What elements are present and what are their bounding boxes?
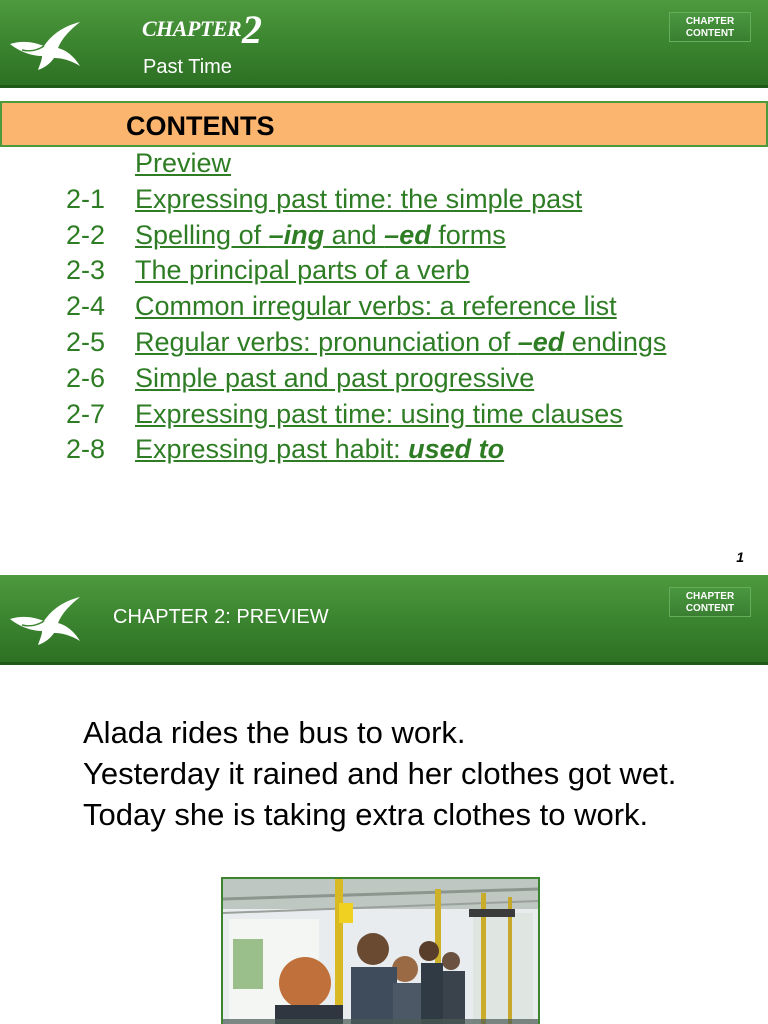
toc-link-text: forms	[430, 219, 506, 250]
toc-link-text: –ed	[517, 327, 565, 357]
toc-item	[0, 434, 768, 468]
toc-item-number: 2-6	[66, 362, 106, 393]
slide-preview	[0, 575, 768, 1024]
toc-link-text: Preview	[135, 148, 232, 178]
toc-link-text: –ed	[384, 219, 431, 250]
toc-item-number: 2-7	[66, 398, 106, 429]
preview-header	[0, 575, 768, 665]
chapter-content-label-2: CONTENT	[685, 28, 735, 39]
toc-item-link[interactable]	[135, 399, 623, 430]
toc-link-text: Expressing past time: using time clauses	[135, 398, 623, 429]
toc-item-link[interactable]	[135, 434, 504, 465]
toc-item	[0, 148, 768, 182]
toc-item-number: 2-8	[66, 434, 106, 465]
toc-item	[0, 399, 768, 433]
story-line-3: Today she is taking extra clothes to work.	[83, 797, 649, 832]
page-number: 1	[736, 549, 744, 565]
chapter-content-button[interactable]	[669, 12, 751, 42]
swallow-bird-icon	[8, 595, 84, 647]
toc-item-number: 2-4	[66, 291, 106, 322]
preview-title: CHAPTER 2: PREVIEW	[113, 606, 329, 628]
chapter-number: 2	[242, 7, 262, 52]
chapter-label: CHAPTER	[142, 16, 242, 41]
toc-link-text: used to	[408, 434, 505, 465]
toc-item	[0, 327, 768, 361]
toc-link-text: and	[324, 219, 385, 250]
toc-item-number: 2-5	[66, 327, 106, 357]
toc-item-link[interactable]	[135, 363, 534, 394]
toc-item	[0, 184, 768, 218]
story-line-1: Alada rides the bus to work.	[83, 715, 466, 750]
toc-item-number: 2-3	[66, 255, 106, 286]
toc-link-text: Regular verbs: pronunciation of	[135, 327, 518, 357]
toc-item	[0, 220, 768, 254]
toc-item	[0, 291, 768, 325]
chapter-subtitle: Past Time	[143, 56, 232, 78]
toc-item-number: 2-2	[66, 219, 106, 250]
chapter-content-label-1: CHAPTER	[685, 591, 735, 602]
story-line-2: Yesterday it rained and her clothes got wet.	[83, 756, 677, 791]
toc-item-link[interactable]	[135, 184, 582, 215]
toc-item	[0, 255, 768, 289]
toc-item-link[interactable]	[135, 148, 231, 179]
toc-link-text: Expressing past time: the simple past	[135, 183, 583, 214]
toc-link-text: Simple past and past progressive	[135, 362, 535, 393]
toc-item-link[interactable]	[135, 291, 617, 322]
bus-interior-photo	[221, 877, 540, 1024]
chapter-header	[0, 0, 768, 88]
toc-item-number: 2-1	[66, 183, 106, 214]
chapter-content-label-1: CHAPTER	[685, 16, 735, 27]
chapter-content-label-2: CONTENT	[685, 603, 735, 614]
toc-item	[0, 363, 768, 397]
toc-link-text: endings	[564, 327, 667, 357]
toc-link-text: Spelling of	[135, 219, 269, 250]
bus-interior-illustration	[223, 879, 538, 1024]
toc-link-text: –ing	[268, 219, 325, 250]
toc-link-text: The principal parts of a verb	[135, 255, 470, 286]
contents-title: CONTENTS	[126, 111, 275, 141]
toc-item-link[interactable]	[135, 327, 666, 358]
chapter-content-button[interactable]	[669, 587, 751, 617]
toc-item-link[interactable]	[135, 255, 470, 286]
toc-link-text: Expressing past habit:	[135, 434, 409, 465]
swallow-bird-icon	[8, 20, 84, 72]
toc-item-link[interactable]	[135, 220, 506, 251]
toc-link-text: Common irregular verbs: a reference list	[135, 291, 617, 322]
contents-banner	[0, 101, 768, 147]
story-text	[83, 712, 676, 835]
